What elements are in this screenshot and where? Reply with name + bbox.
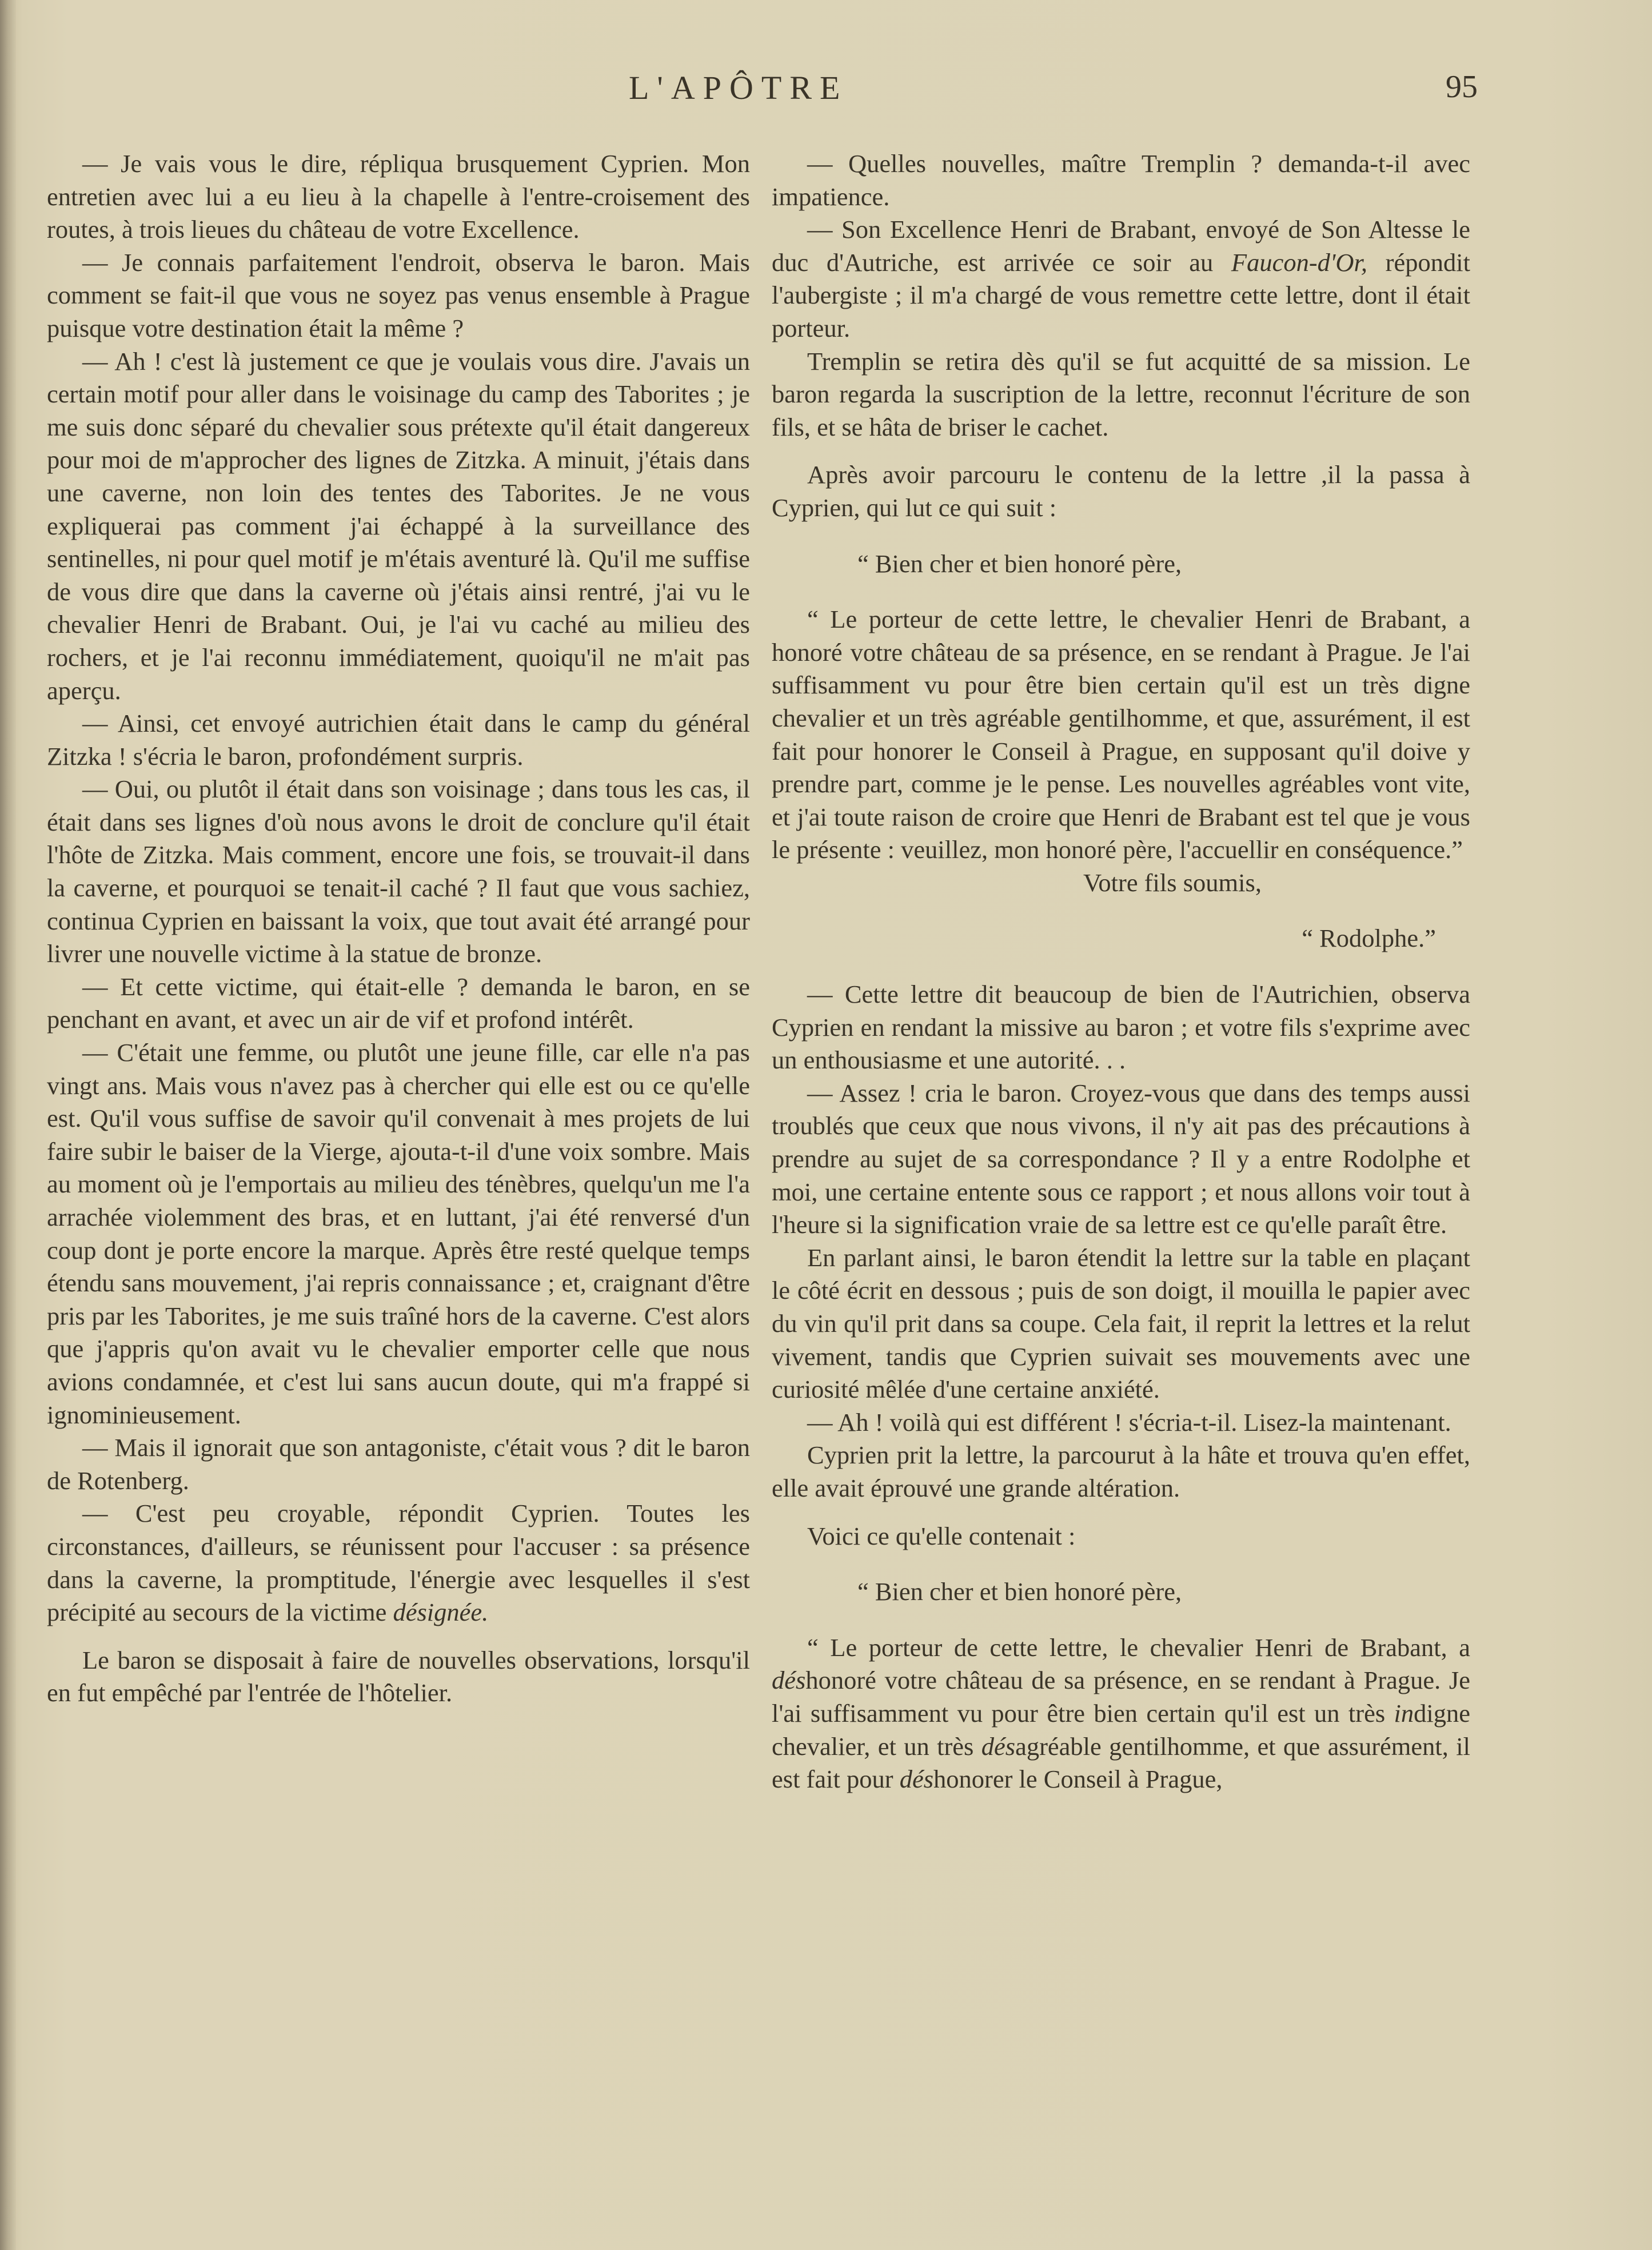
page-number: 95: [1446, 69, 1478, 105]
letter-body-altered: [772, 1631, 1470, 1796]
paragraph: Voici ce qu'elle contenait :: [807, 1521, 1076, 1550]
paragraph: — Mais il ignorait que son antagoniste, c'était vous ? dit le baron de Rotenberg.: [47, 1433, 750, 1495]
paragraph: En parlant ainsi, le baron étendit la lettre sur la table en plaçant le côté écrit en dessous ; puis de son doigt, il mouilla le papier avec du vin qu'il prit dans sa coupe. Cela fait, il reprit la lettres et la relut vivement, tandis que Cyprien suivait ses mouvements avec une curiosité mêlée d'une certaine anxiété.: [772, 1243, 1470, 1404]
paragraph-text: répondit l'aubergiste ; il m'a chargé de vous remettre cette lettre, dont il était porteur.: [772, 248, 1470, 342]
paragraph: — Et cette victime, qui était-elle ? demanda le baron, en se penchant en avant, et avec un air de vif et profond intérêt.: [47, 972, 750, 1034]
paragraph: Cyprien prit la lettre, la parcourut à la hâte et trouva qu'en effet, elle avait éprouvé une grande altération.: [772, 1441, 1470, 1502]
letter-signature: “ Rodolphe.”: [1302, 924, 1436, 953]
letter-salutation: “ Bien cher et bien honoré père,: [857, 1577, 1182, 1606]
italic-word: désignée.: [393, 1598, 489, 1627]
paragraph: — Ah ! c'est là justement ce que je voulais vous dire. J'avais un certain motif pour aller dans le voisinage du camp des Taborites ; je me suis donc séparé du chevalier sous prétexte qu'il était dangereux pour moi de m'approcher des lignes de Zitzka. A minuit, j'étais dans une caverne, non loin des tentes des Taborites. Je ne vous expliquerai pas comment j'ai échappé à la surveillance des sentinelles, ni pour quel motif je m'étais aventuré là. Qu'il me suffise de vous dire que dans la caverne où j'étais ainsi rentré, j'ai vu le chevalier Henri de Brabant. Oui, je l'ai vu caché au milieu des rochers, et je l'ai reconnu immédiatement, quoiqu'il ne m'ait pas aperçu.: [47, 346, 750, 705]
paragraph: — Quelles nouvelles, maître Tremplin ? demanda-t-il avec impatience.: [772, 149, 1470, 211]
altered-prefix: dés: [899, 1765, 934, 1794]
altered-prefix: dés: [772, 1666, 806, 1695]
letter-text: agréable gentilhomme, et que assurément, il est fait pour: [772, 1732, 1470, 1794]
letter-text: honorer le Conseil à Prague,: [933, 1765, 1223, 1794]
paragraph: Après avoir parcouru le contenu de la lettre ,il la passa à Cyprien, qui lut ce qui suit :: [772, 460, 1470, 522]
letter-text: honoré votre château de sa présence, en se rendant à Prague. Je l'ai suffisamment vu pour être bien certain qu'il est un très: [772, 1666, 1470, 1728]
letter-salutation: “ Bien cher et bien honoré père,: [857, 549, 1182, 578]
left-column: [47, 147, 750, 1710]
running-title: L'APÔTRE: [629, 69, 848, 106]
paragraph: Le baron se disposait à faire de nouvelles observations, lorsqu'il en fut empêché par l'entrée de l'hôtelier.: [47, 1645, 750, 1708]
altered-prefix: dés: [981, 1732, 1016, 1761]
paragraph-text: — Son Excellence Henri de Brabant, envoyé de Son Altesse le duc d'Autriche, est arrivée ce soir au: [772, 215, 1470, 277]
binding-gutter: [0, 0, 16, 2250]
letter-text: digne chevalier, et un très: [772, 1698, 1470, 1761]
letter-body: “ Le porteur de cette lettre, le chevalier Henri de Brabant, a honoré votre château de sa présence, en se rendant à Prague. Je l'ai suffisamment vu pour être bien certain qu'il est un très digne chevalier et un très agréable gentilhomme, et que, assurément, il est fait pour honorer le Conseil à Prague, en supposant qu'il doive y prendre part, comme je le pense. Les nouvelles agréables vont vite, et j'ai toute raison de croire que Henri de Brabant est tel que je vous le présente : veuillez, mon honoré père, l'accuellir en conséquence.”: [772, 605, 1470, 864]
paragraph: — Ah ! voilà qui est différent ! s'écria-t-il. Lisez-la maintenant.: [807, 1407, 1451, 1437]
paragraph: [772, 213, 1470, 345]
paragraph: Tremplin se retira dès qu'il se fut acquitté de sa mission. Le baron regarda la suscription de la lettre, reconnut l'écriture de son fils, et se hâta de briser le cachet.: [772, 346, 1470, 441]
paragraph: — Je connais parfaitement l'endroit, observa le baron. Mais comment se fait-il que vous ne soyez pas venus ensemble à Prague puisque votre destination était la même ?: [47, 248, 750, 342]
paragraph: — Je vais vous le dire, répliqua brusquement Cyprien. Mon entretien avec lui a eu lieu à la chapelle à l'entre-croisement des routes, à trois lieues du château de votre Excellence.: [47, 149, 750, 244]
paragraph: [47, 1497, 750, 1629]
letter-closing: Votre fils soumis,: [1083, 868, 1262, 897]
paragraph: — Oui, ou plutôt il était dans son voisinage ; dans tous les cas, il était dans ses lignes d'où nous avons le droit de conclure qu'il était l'hôte de Zitzka. Mais comment, encore une fois, se trouvait-il dans la caverne, et pourquoi se tenait-il caché ? Il faut que vous sachiez, continua Cyprien en baissant la voix, que tout avait été arrangé pour livrer une nouvelle victime à la statue de bronze.: [47, 775, 750, 968]
paragraph: — C'était une femme, ou plutôt une jeune fille, car elle n'a pas vingt ans. Mais vous n'avez pas à chercher qui elle est ou ce qu'elle est. Qu'il vous suffise de savoir qu'il convenait à mes projets de lui faire subir le baiser de la Vierge, ajouta-t-il d'une voix sombre. Mais au moment où je l'emportais au milieu des ténèbres, quelqu'un me l'a arrachée violemment des bras, et en luttant, j'ai été renversé d'un coup dont je porte encore la marque. Après être resté quelque temps étendu sans mouvement, j'ai repris connaissance ; et, craignant d'être pris par les Taborites, je me suis traîné hors de la caverne. C'est alors que j'appris qu'on avait vu le chevalier emporter celle que nous avions condamnée, et c'est lui sans aucun doute, qui m'a frappé si ignominieusement.: [47, 1038, 750, 1429]
altered-prefix: in: [1394, 1698, 1414, 1728]
page-header: [0, 69, 1652, 114]
paragraph: — Ainsi, cet envoyé autrichien était dans le camp du général Zitzka ! s'écria le baron, profondément surpris.: [47, 709, 750, 771]
paragraph: — Cette lettre dit beaucoup de bien de l'Autrichien, observa Cyprien en rendant la missive au baron ; et votre fils s'exprime avec un enthousiasme et une autorité. . .: [772, 980, 1470, 1075]
paragraph-text: — C'est peu croyable, répondit Cyprien. Toutes les circonstances, d'ailleurs, se réunissent pour l'accuser : sa présence dans la caverne, la promptitude, l'énergie avec lesquelles il s'est précipité au secours de la victime: [47, 1499, 750, 1627]
right-column: [772, 147, 1470, 1796]
letter-text: “ Le porteur de cette lettre, le chevalier Henri de Brabant, a: [807, 1633, 1470, 1662]
inn-name: Faucon-d'Or,: [1231, 248, 1368, 277]
paragraph: — Assez ! cria le baron. Croyez-vous que dans des temps aussi troublés que ceux que nous vivons, il n'y ait pas des précautions à prendre au sujet de sa correspondance ? Il y a entre Rodolphe et moi, une certaine entente sous ce rapport ; et nous allons voir tout à l'heure si la signification vraie de sa lettre est ce qu'elle paraît être.: [772, 1078, 1470, 1239]
